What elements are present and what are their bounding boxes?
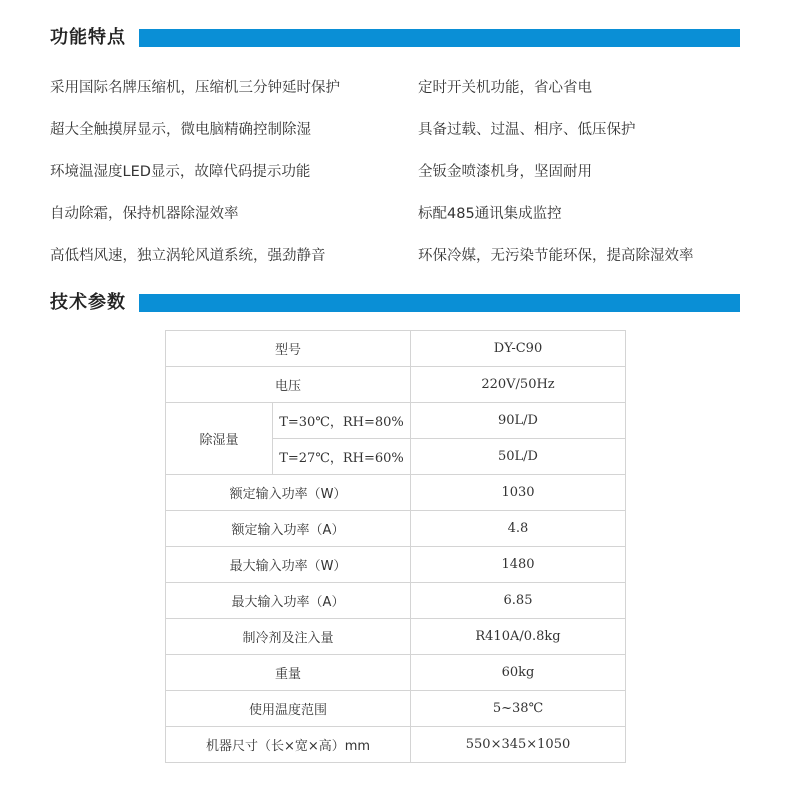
dimensions-label: 机器尺寸（长×宽×高）mm (166, 727, 411, 763)
model-label: 型号 (166, 331, 411, 367)
feature-right-5: 环保冷媒，无污染节能环保，提高除湿效率 (418, 248, 694, 264)
specs-header (50, 292, 740, 314)
features-title: 功能特点 (50, 27, 126, 48)
specs-title-bar (139, 294, 740, 312)
feature-right-4: 标配485通讯集成监控 (418, 206, 562, 222)
table-row (166, 655, 626, 691)
feature-left-2: 超大全触摸屏显示，微电脑精确控制除湿 (50, 122, 311, 138)
features-header (50, 27, 740, 49)
feature-left-5: 高低档风速，独立涡轮风道系统，强劲静音 (50, 248, 326, 264)
dehumidify-value-2: 50L/D (411, 439, 626, 475)
feature-right-2: 具备过载、过温、相序、低压保护 (418, 122, 636, 138)
weight-value: 60kg (411, 655, 626, 691)
table-row (166, 727, 626, 763)
table-row (166, 367, 626, 403)
spec-table (165, 330, 626, 763)
table-row (166, 403, 626, 439)
rated-power-a-label: 额定输入功率（A） (166, 511, 411, 547)
dehumidify-value-1: 90L/D (411, 403, 626, 439)
feature-right-1: 定时开关机功能，省心省电 (418, 80, 592, 96)
dehumidify-condition-1: T=30℃，RH=80% (273, 403, 411, 439)
table-row (166, 691, 626, 727)
rated-power-w-value: 1030 (411, 475, 626, 511)
voltage-value: 220V/50Hz (411, 367, 626, 403)
table-row (166, 475, 626, 511)
temp-range-label: 使用温度范围 (166, 691, 411, 727)
temp-range-value: 5~38℃ (411, 691, 626, 727)
feature-left-3: 环境温湿度LED显示，故障代码提示功能 (50, 164, 311, 180)
model-value: DY-C90 (411, 331, 626, 367)
table-row (166, 583, 626, 619)
refrigerant-label: 制冷剂及注入量 (166, 619, 411, 655)
feature-left-4: 自动除霜，保持机器除湿效率 (50, 206, 239, 222)
rated-power-a-value: 4.8 (411, 511, 626, 547)
feature-left-1: 采用国际名牌压缩机，压缩机三分钟延时保护 (50, 80, 340, 96)
rated-power-w-label: 额定输入功率（W） (166, 475, 411, 511)
refrigerant-value: R410A/0.8kg (411, 619, 626, 655)
feature-right-3: 全钣金喷漆机身，坚固耐用 (418, 164, 592, 180)
voltage-label: 电压 (166, 367, 411, 403)
table-row (166, 331, 626, 367)
table-row (166, 619, 626, 655)
weight-label: 重量 (166, 655, 411, 691)
dehumidify-label: 除湿量 (166, 403, 273, 475)
specs-title: 技术参数 (50, 292, 126, 313)
max-power-a-label: 最大输入功率（A） (166, 583, 411, 619)
features-title-bar (139, 29, 740, 47)
dimensions-value: 550×345×1050 (411, 727, 626, 763)
max-power-w-value: 1480 (411, 547, 626, 583)
table-row (166, 547, 626, 583)
dehumidify-condition-2: T=27℃，RH=60% (273, 439, 411, 475)
max-power-w-label: 最大输入功率（W） (166, 547, 411, 583)
max-power-a-value: 6.85 (411, 583, 626, 619)
table-row (166, 511, 626, 547)
